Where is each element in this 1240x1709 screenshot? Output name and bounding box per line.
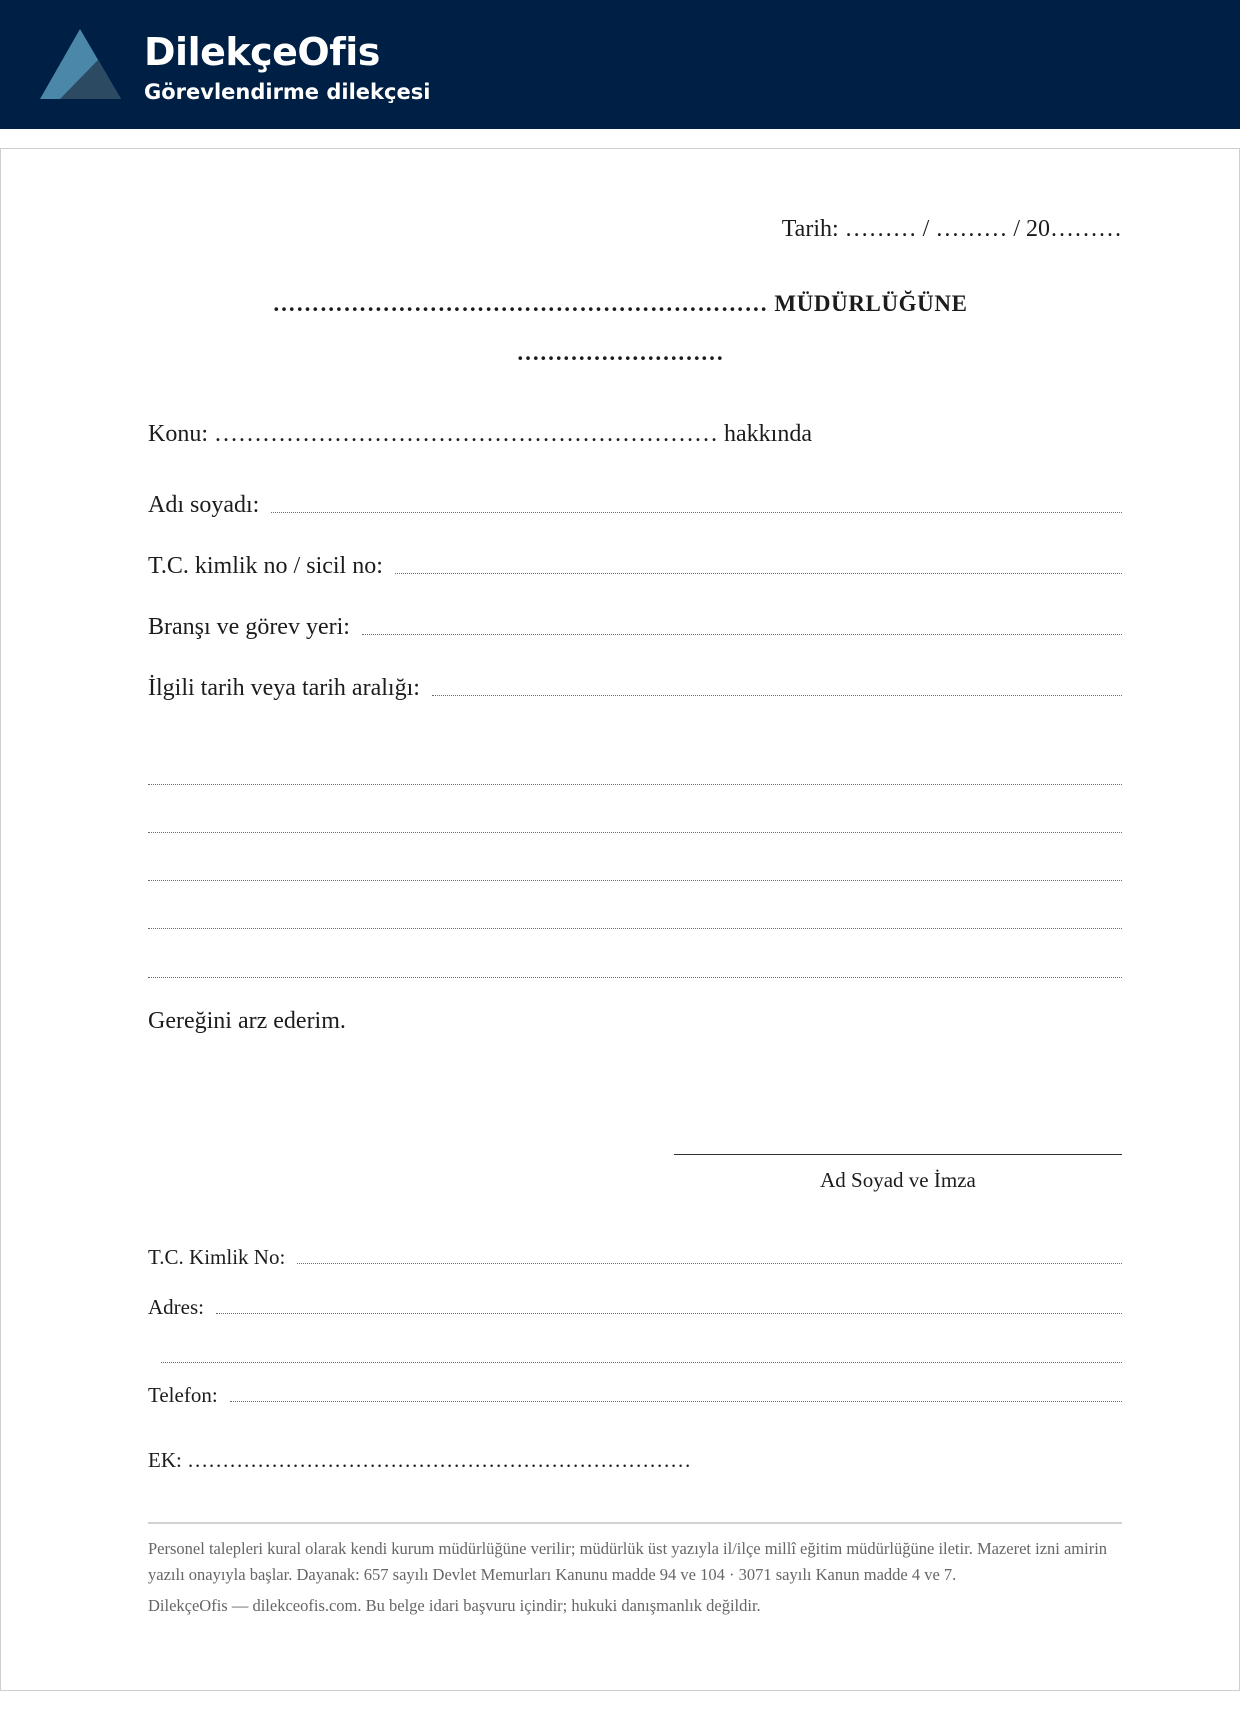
address-field[interactable] bbox=[148, 1295, 1122, 1320]
name-label: Adı soyadı: bbox=[148, 492, 260, 518]
footer-divider bbox=[148, 1522, 1122, 1524]
id-number-fill-line[interactable] bbox=[395, 573, 1122, 574]
branch-label: Branşı ve görev yeri: bbox=[148, 614, 350, 640]
id-number-label: T.C. kimlik no / sicil no: bbox=[148, 553, 383, 579]
date-range-field[interactable] bbox=[148, 675, 1122, 702]
document-type-subtitle: Görevlendirme dilekçesi bbox=[144, 80, 431, 104]
body-text-line[interactable] bbox=[148, 928, 1122, 929]
name-field[interactable] bbox=[148, 492, 1122, 519]
tc-fill-line[interactable] bbox=[297, 1263, 1122, 1264]
address-fill-line-2[interactable] bbox=[161, 1362, 1122, 1363]
subject-line: Konu: ……………………………………………………… hakkında bbox=[148, 421, 812, 447]
signature-line bbox=[674, 1154, 1122, 1155]
body-text-line[interactable] bbox=[148, 832, 1122, 833]
footer-note: Personel talepleri kural olarak kendi kurum müdürlüğüne verilir; müdürlük üst yazıyla il/ilçe millî eğitim müdürlüğüne iletir. Mazeret izni amirin yazılı onayıyla başlar. Dayanak: 657 sayılı Devlet Memurları Kanunu madde 94 ve 104 · 3071 sayılı Kanun madde 4 ve 7. bbox=[148, 1539, 1108, 1584]
brand-name: DilekçeOfis bbox=[144, 30, 380, 74]
branch-field[interactable] bbox=[148, 614, 1122, 641]
phone-field[interactable] bbox=[148, 1383, 1122, 1408]
tc-label: T.C. Kimlik No: bbox=[148, 1245, 286, 1269]
attachment-line: EK: ……………………………………………………………… bbox=[148, 1448, 692, 1472]
triangle-logo-icon bbox=[40, 29, 121, 99]
app-header bbox=[0, 0, 1240, 129]
addressee-line-2: ……………………… bbox=[516, 340, 724, 365]
phone-label: Telefon: bbox=[148, 1383, 218, 1407]
footer-credit: DilekçeOfis — dilekceofis.com. Bu belge idari başvuru içindir; hukuki danışmanlık değildir. bbox=[148, 1596, 761, 1615]
date-range-fill-line[interactable] bbox=[432, 695, 1122, 696]
id-number-field[interactable] bbox=[148, 553, 1122, 580]
body-text-line[interactable] bbox=[148, 880, 1122, 881]
addressee-line: ……………………………………………………… MÜDÜRLÜĞÜNE bbox=[272, 291, 968, 316]
phone-fill-line[interactable] bbox=[230, 1401, 1122, 1402]
body-text-line[interactable] bbox=[148, 977, 1122, 978]
closing-text: Gereğini arz ederim. bbox=[148, 1008, 346, 1034]
body-text-line[interactable] bbox=[148, 784, 1122, 785]
date-range-label: İlgili tarih veya tarih aralığı: bbox=[148, 675, 420, 701]
address-fill-line[interactable] bbox=[216, 1313, 1122, 1314]
address-label: Adres: bbox=[148, 1295, 204, 1319]
name-fill-line[interactable] bbox=[271, 512, 1122, 513]
date-line: Tarih: ……… / ……… / 20……… bbox=[781, 216, 1122, 242]
signature-label: Ad Soyad ve İmza bbox=[820, 1168, 976, 1192]
branch-fill-line[interactable] bbox=[362, 634, 1122, 635]
tc-field[interactable] bbox=[148, 1245, 1122, 1270]
